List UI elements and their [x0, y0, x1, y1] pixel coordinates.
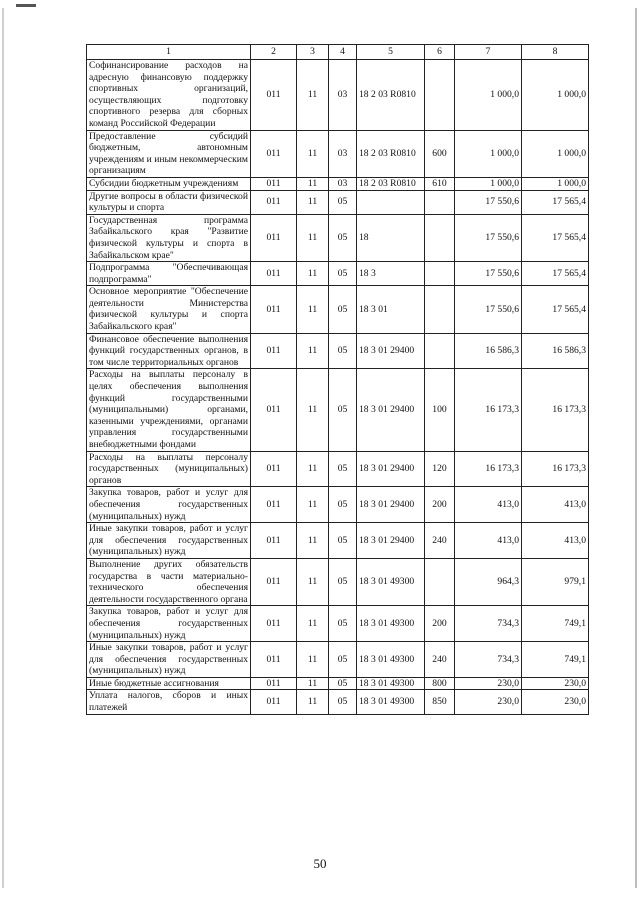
header-cell: 5 — [357, 45, 425, 60]
code-cell: 011 — [251, 369, 297, 451]
expense-type-cell: 850 — [425, 690, 455, 714]
amount-cell: 16 586,3 — [522, 333, 589, 369]
amount-cell: 749,1 — [522, 642, 589, 678]
item-name-cell: Иные закупки товаров, работ и услуг для обеспечения государственных (муниципальных) нужд — [87, 642, 251, 678]
expense-type-cell: 120 — [425, 451, 455, 487]
subsection-cell: 05 — [329, 190, 357, 214]
target-article-cell: 18 3 01 49300 — [357, 690, 425, 714]
target-article-cell: 18 3 01 49300 — [357, 606, 425, 642]
target-article-cell: 18 3 01 29400 — [357, 333, 425, 369]
section-cell: 11 — [297, 677, 329, 690]
amount-cell: 16 173,3 — [455, 451, 522, 487]
page-number: 50 — [313, 856, 327, 871]
target-article-cell: 18 — [357, 214, 425, 261]
table-row — [87, 690, 589, 714]
code-cell: 011 — [251, 677, 297, 690]
subsection-cell: 05 — [329, 487, 357, 523]
header-cell: 1 — [87, 45, 251, 60]
header-cell: 4 — [329, 45, 357, 60]
amount-cell: 1 000,0 — [455, 60, 522, 131]
table-row — [87, 130, 589, 177]
amount-cell: 979,1 — [522, 558, 589, 605]
subsection-cell: 03 — [329, 60, 357, 131]
amount-cell: 17 550,6 — [455, 214, 522, 261]
budget-table — [86, 44, 589, 715]
amount-cell: 16 173,3 — [522, 369, 589, 451]
code-cell: 011 — [251, 214, 297, 261]
item-name-cell: Софинансирование расходов на адресную финансовую поддержку спортивных организаций, осуществляющих подготовку спортивного резерва для сборных команд Российской Федерации — [87, 60, 251, 131]
code-cell: 011 — [251, 690, 297, 714]
amount-cell: 230,0 — [522, 677, 589, 690]
subsection-cell: 05 — [329, 333, 357, 369]
section-cell: 11 — [297, 177, 329, 190]
target-article-cell: 18 3 01 49300 — [357, 677, 425, 690]
section-cell: 11 — [297, 333, 329, 369]
amount-cell: 16 173,3 — [455, 369, 522, 451]
subsection-cell: 05 — [329, 369, 357, 451]
section-cell: 11 — [297, 262, 329, 286]
subsection-cell: 03 — [329, 130, 357, 177]
header-cell: 8 — [522, 45, 589, 60]
section-cell: 11 — [297, 369, 329, 451]
scan-mark — [16, 4, 36, 7]
expense-type-cell: 610 — [425, 177, 455, 190]
item-name-cell: Расходы на выплаты персоналу в целях обеспечения выполнения функций государственными (муниципальными) органами, казенными учреждениями, органами управления государственными внебюджетными фондами — [87, 369, 251, 451]
section-cell: 11 — [297, 487, 329, 523]
table-row — [87, 333, 589, 369]
table-body — [87, 60, 589, 715]
section-cell: 11 — [297, 606, 329, 642]
section-cell: 11 — [297, 214, 329, 261]
item-name-cell: Закупка товаров, работ и услуг для обеспечения государственных (муниципальных) нужд — [87, 487, 251, 523]
amount-cell: 734,3 — [455, 606, 522, 642]
table-row — [87, 190, 589, 214]
target-article-cell: 18 3 01 29400 — [357, 523, 425, 559]
expense-type-cell: 240 — [425, 642, 455, 678]
item-name-cell: Иные закупки товаров, работ и услуг для обеспечения государственных (муниципальных) нужд — [87, 523, 251, 559]
amount-cell: 230,0 — [522, 690, 589, 714]
code-cell: 011 — [251, 523, 297, 559]
subsection-cell: 05 — [329, 286, 357, 333]
target-article-cell: 18 3 01 29400 — [357, 369, 425, 451]
amount-cell: 413,0 — [455, 523, 522, 559]
target-article-cell: 18 3 01 29400 — [357, 487, 425, 523]
table-row — [87, 487, 589, 523]
code-cell: 011 — [251, 333, 297, 369]
code-cell: 011 — [251, 177, 297, 190]
item-name-cell: Государственная программа Забайкальского края "Развитие физической культуры и спорта в Забайкальском крае" — [87, 214, 251, 261]
item-name-cell: Иные бюджетные ассигнования — [87, 677, 251, 690]
item-name-cell: Выполнение других обязательств государства в части материально-технического обеспечения деятельности государственного органа — [87, 558, 251, 605]
code-cell: 011 — [251, 262, 297, 286]
code-cell: 011 — [251, 286, 297, 333]
section-cell: 11 — [297, 286, 329, 333]
amount-cell: 17 550,6 — [455, 190, 522, 214]
amount-cell: 1 000,0 — [522, 60, 589, 131]
target-article-cell: 18 3 01 — [357, 286, 425, 333]
amount-cell: 1 000,0 — [455, 130, 522, 177]
code-cell: 011 — [251, 487, 297, 523]
amount-cell: 17 550,6 — [455, 286, 522, 333]
section-cell: 11 — [297, 60, 329, 131]
table-row — [87, 523, 589, 559]
subsection-cell: 05 — [329, 558, 357, 605]
subsection-cell: 05 — [329, 642, 357, 678]
section-cell: 11 — [297, 190, 329, 214]
amount-cell: 230,0 — [455, 677, 522, 690]
item-name-cell: Расходы на выплаты персоналу государственных (муниципальных) органов — [87, 451, 251, 487]
amount-cell: 413,0 — [522, 523, 589, 559]
expense-type-cell — [425, 214, 455, 261]
section-cell: 11 — [297, 451, 329, 487]
amount-cell: 1 000,0 — [522, 130, 589, 177]
table-row — [87, 451, 589, 487]
header-cell: 2 — [251, 45, 297, 60]
amount-cell: 1 000,0 — [522, 177, 589, 190]
section-cell: 11 — [297, 130, 329, 177]
amount-cell: 749,1 — [522, 606, 589, 642]
table-row — [87, 677, 589, 690]
target-article-cell: 18 2 03 R0810 — [357, 177, 425, 190]
scan-edge-left — [2, 8, 4, 888]
amount-cell: 17 565,4 — [522, 190, 589, 214]
expense-type-cell: 100 — [425, 369, 455, 451]
amount-cell: 17 565,4 — [522, 286, 589, 333]
item-name-cell: Субсидии бюджетным учреждениям — [87, 177, 251, 190]
table-row — [87, 286, 589, 333]
item-name-cell: Финансовое обеспечение выполнения функций государственных органов, в том числе территориальных органов — [87, 333, 251, 369]
table-row — [87, 214, 589, 261]
target-article-cell: 18 2 03 R0810 — [357, 130, 425, 177]
expense-type-cell — [425, 60, 455, 131]
subsection-cell: 05 — [329, 690, 357, 714]
amount-cell: 17 565,4 — [522, 214, 589, 261]
table-row — [87, 642, 589, 678]
target-article-cell — [357, 190, 425, 214]
expense-type-cell: 200 — [425, 606, 455, 642]
table-row — [87, 262, 589, 286]
expense-type-cell: 800 — [425, 677, 455, 690]
expense-type-cell: 600 — [425, 130, 455, 177]
amount-cell: 413,0 — [522, 487, 589, 523]
amount-cell: 1 000,0 — [455, 177, 522, 190]
item-name-cell: Другие вопросы в области физической культуры и спорта — [87, 190, 251, 214]
code-cell: 011 — [251, 130, 297, 177]
item-name-cell: Уплата налогов, сборов и иных платежей — [87, 690, 251, 714]
expense-type-cell: 200 — [425, 487, 455, 523]
item-name-cell: Закупка товаров, работ и услуг для обеспечения государственных (муниципальных) нужд — [87, 606, 251, 642]
item-name-cell: Подпрограмма "Обеспечивающая подпрограмма" — [87, 262, 251, 286]
subsection-cell: 05 — [329, 214, 357, 261]
subsection-cell: 05 — [329, 606, 357, 642]
expense-type-cell: 240 — [425, 523, 455, 559]
expense-type-cell — [425, 333, 455, 369]
table-header-row — [87, 45, 589, 60]
section-cell: 11 — [297, 558, 329, 605]
table-row — [87, 558, 589, 605]
section-cell: 11 — [297, 523, 329, 559]
amount-cell: 17 550,6 — [455, 262, 522, 286]
header-cell: 3 — [297, 45, 329, 60]
code-cell: 011 — [251, 558, 297, 605]
section-cell: 11 — [297, 642, 329, 678]
expense-type-cell — [425, 190, 455, 214]
subsection-cell: 05 — [329, 262, 357, 286]
expense-type-cell — [425, 262, 455, 286]
table-row — [87, 369, 589, 451]
item-name-cell: Предоставление субсидий бюджетным, автономным учреждениям и иным некоммерческим организациям — [87, 130, 251, 177]
item-name-cell: Основное мероприятие "Обеспечение деятельности Министерства физической культуры и спорта Забайкальского края" — [87, 286, 251, 333]
target-article-cell: 18 3 — [357, 262, 425, 286]
header-cell: 6 — [425, 45, 455, 60]
target-article-cell: 18 3 01 49300 — [357, 642, 425, 678]
amount-cell: 16 586,3 — [455, 333, 522, 369]
expense-type-cell — [425, 286, 455, 333]
subsection-cell: 05 — [329, 677, 357, 690]
code-cell: 011 — [251, 642, 297, 678]
table-row — [87, 606, 589, 642]
amount-cell: 964,3 — [455, 558, 522, 605]
code-cell: 011 — [251, 60, 297, 131]
target-article-cell: 18 3 01 29400 — [357, 451, 425, 487]
section-cell: 11 — [297, 690, 329, 714]
target-article-cell: 18 2 03 R0810 — [357, 60, 425, 131]
amount-cell: 734,3 — [455, 642, 522, 678]
amount-cell: 230,0 — [455, 690, 522, 714]
target-article-cell: 18 3 01 49300 — [357, 558, 425, 605]
code-cell: 011 — [251, 190, 297, 214]
table-row — [87, 60, 589, 131]
amount-cell: 16 173,3 — [522, 451, 589, 487]
subsection-cell: 05 — [329, 523, 357, 559]
code-cell: 011 — [251, 451, 297, 487]
amount-cell: 17 565,4 — [522, 262, 589, 286]
subsection-cell: 03 — [329, 177, 357, 190]
subsection-cell: 05 — [329, 451, 357, 487]
header-cell: 7 — [455, 45, 522, 60]
scan-edge-right — [635, 8, 637, 888]
amount-cell: 413,0 — [455, 487, 522, 523]
expense-type-cell — [425, 558, 455, 605]
table-row — [87, 177, 589, 190]
code-cell: 011 — [251, 606, 297, 642]
